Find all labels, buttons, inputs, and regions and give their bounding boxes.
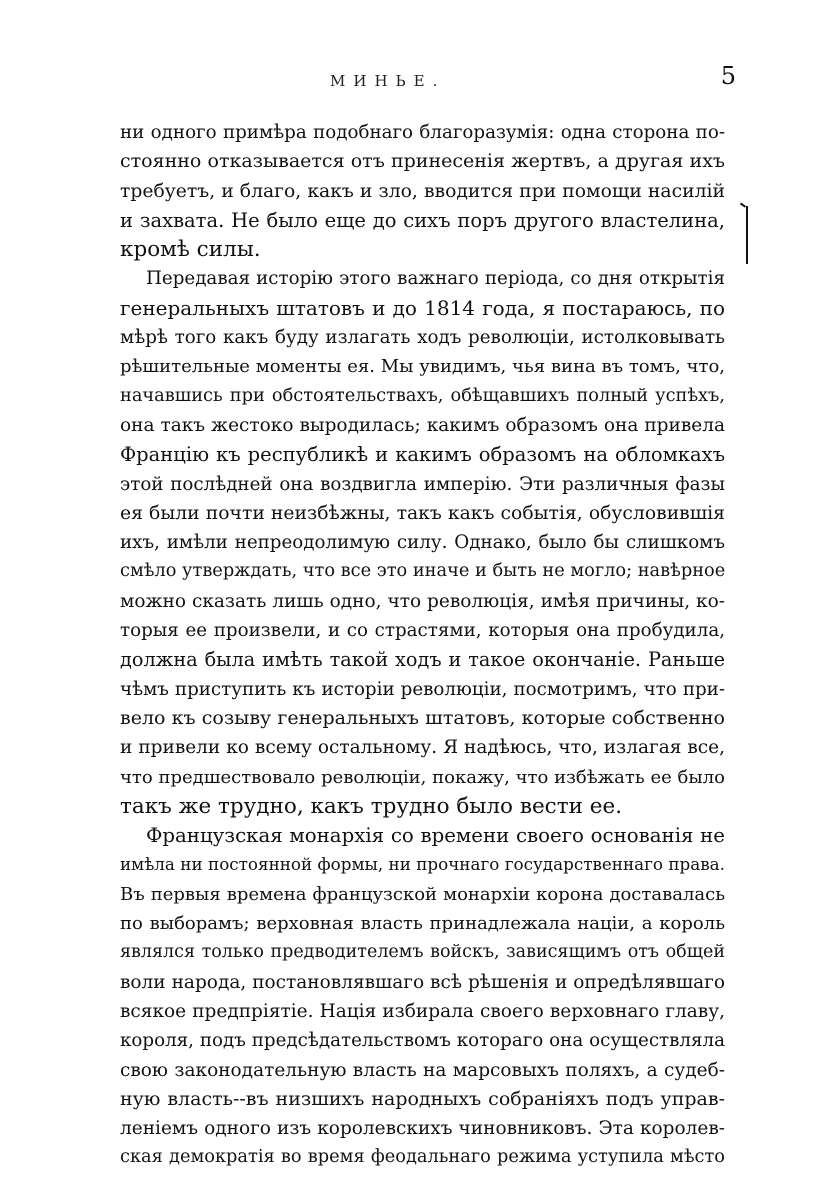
text-line: Передавая исторію этого важнаго періода, со дня открытія <box>146 268 725 290</box>
body-text <box>120 118 725 1173</box>
text-line: имѣла ни постоянной формы, ни прочнаго государственнаго права. <box>120 854 725 875</box>
text-line: ную власть--въ низшихъ народныхъ собраніяхъ подъ управ- <box>120 1087 725 1110</box>
text-line: начавшись при обстоятельствахъ, обѣщавшихъ полный успѣхъ, <box>120 385 725 406</box>
text-line: генеральныхъ штатовъ и до 1814 года, я постараюсь, по <box>120 295 725 320</box>
text-line: свою законодательную власть на марсовыхъ поляхъ, а судеб- <box>120 1059 725 1081</box>
text-line: смѣло утверждать, что все это иначе и быть не могло; навѣрное <box>120 561 725 582</box>
text-line: и привели ко всему остальному. Я надѣюсь, что, излагая все, <box>120 737 725 759</box>
text-line: можно сказать лишь одно, что революція, имѣя причины, ко- <box>120 590 725 612</box>
text-line: должна была имѣть такой ходъ и такое окончаніе. Раньше <box>120 648 725 672</box>
text-line: по выборамъ; верховная власть принадлежала націи, а король <box>120 913 725 935</box>
text-line: этой послѣдней она воздвигла имперію. Эти различныя фазы <box>120 473 725 495</box>
text-line: она такъ жестоко выродилась; какимъ образомъ она привела <box>120 414 725 436</box>
text-line: торыя ее произвели, и со страстями, которыя она пробудила, <box>120 620 725 642</box>
text-line: мѣрѣ того какъ буду излагать ходъ революціи, истолковывать <box>120 327 725 349</box>
text-line: такъ же трудно, какъ трудно было вести ее. <box>120 793 623 819</box>
text-line: ея были почти неизбѣжны, такъ какъ событія, обусловившія <box>120 502 725 524</box>
text-line: всякое предпріятіе. Нація избирала своего верховнаго главу, <box>120 1000 725 1022</box>
text-line: и захвата. Не было еще до сихъ поръ другого властелина, <box>120 208 725 232</box>
text-line: рѣшительные моменты ея. Мы увидимъ, чья вина въ томъ, что, <box>120 356 725 378</box>
text-line: чѣмъ приступить къ исторіи революціи, посмотримъ, что при- <box>120 678 725 700</box>
text-line: стоянно отказывается отъ принесенія жертвъ, а другая ихъ <box>120 150 725 173</box>
text-line: вело къ созыву генеральныхъ штатовъ, которые собственно <box>120 706 725 729</box>
text-line: что предшествовало революціи, покажу, что избѣжать ее было <box>120 766 725 788</box>
running-title: МИНЬЕ. <box>330 72 446 90</box>
text-line: Въ первыя времена французской монархіи корона доставалась <box>120 883 725 905</box>
text-line: Францію къ республикѣ и какимъ образомъ на обломкахъ <box>120 443 725 467</box>
margin-mark <box>746 206 748 264</box>
page-number: 5 <box>720 62 736 90</box>
text-line: ская демократія во время феодальнаго режима уступила мѣсто <box>120 1147 725 1168</box>
text-line: короля, подъ предсѣдательствомъ котораго она осуществляла <box>120 1030 725 1052</box>
text-line: ни одного примѣра подобнаго благоразумія: одна сторона по- <box>120 122 725 143</box>
text-line: ихъ, имѣли непреодолимую силу. Однако, было бы слишкомъ <box>120 532 725 554</box>
text-line: Французская монархія со времени своего основанія не <box>146 824 725 848</box>
text-line: требуетъ, и благо, какъ и зло, вводится при помощи насилій <box>120 180 725 202</box>
text-line: леніемъ одного изъ королевскихъ чиновниковъ. Эта королев- <box>120 1118 725 1140</box>
text-line: являлся только предводителемъ войскъ, зависящимъ отъ общей <box>120 942 725 963</box>
text-line: воли народа, постановлявшаго всѣ рѣшенія и опредѣлявшаго <box>120 971 725 993</box>
text-line: кромѣ силы. <box>120 237 261 263</box>
